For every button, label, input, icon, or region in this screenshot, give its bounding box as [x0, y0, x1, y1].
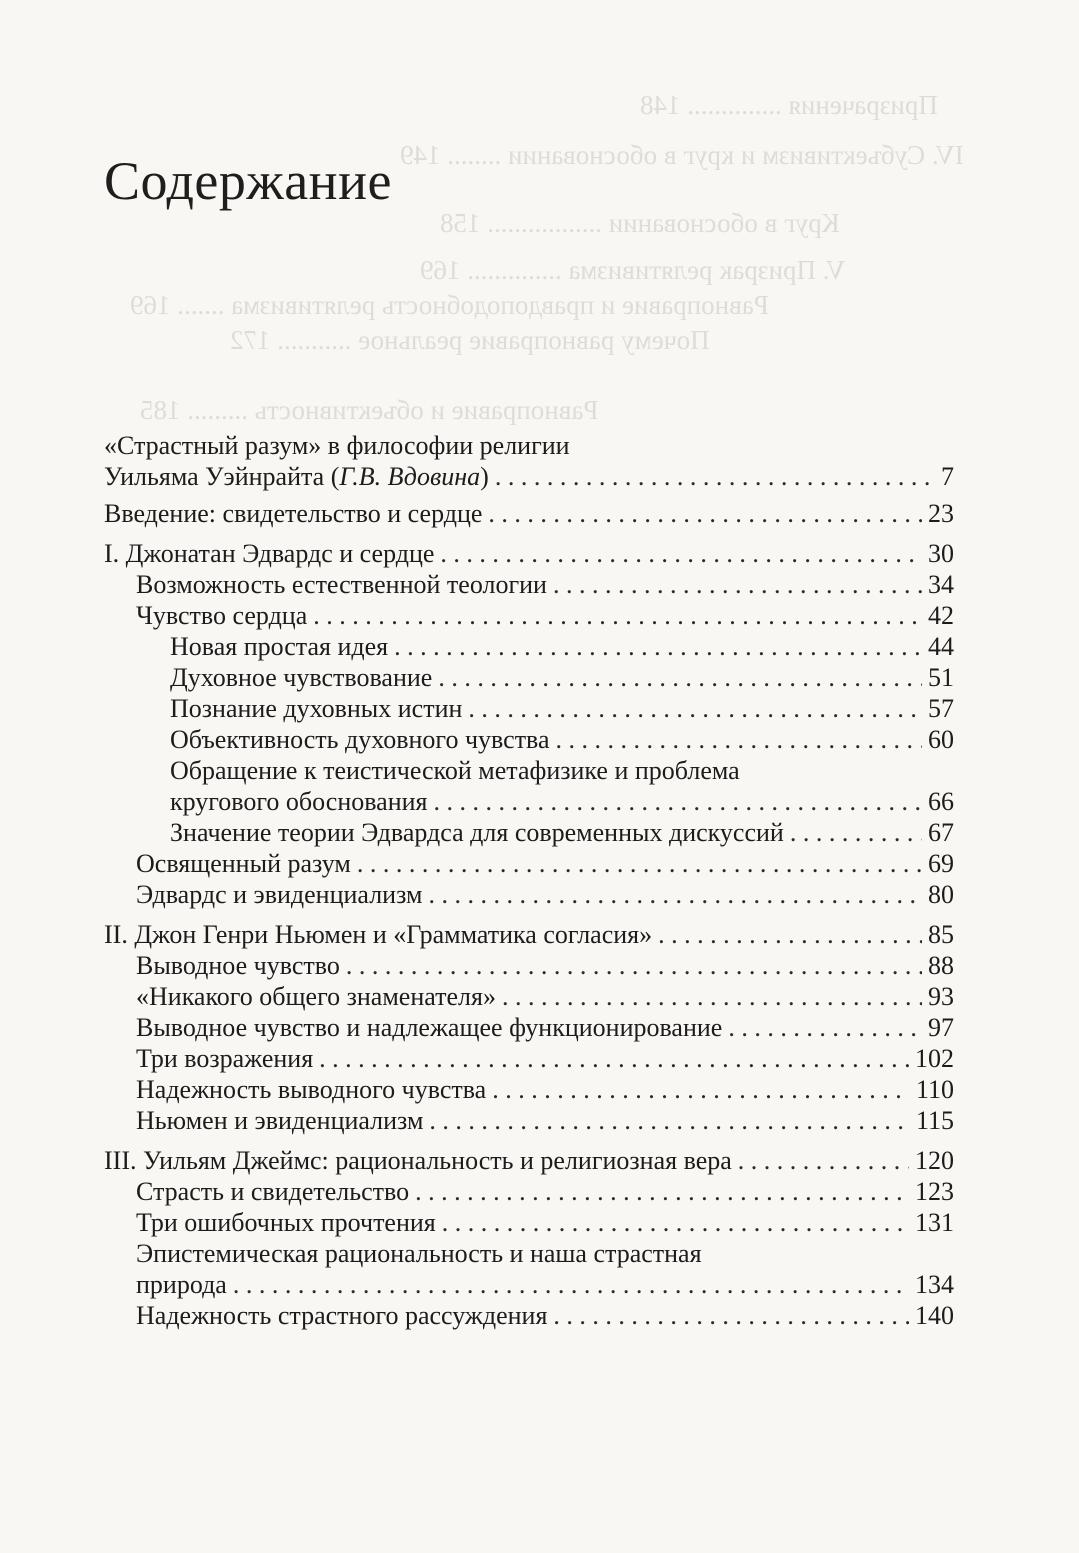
toc-entry-title: Три ошибочных прочтения — [136, 1208, 436, 1237]
toc-page-number: 120 — [915, 1146, 954, 1175]
toc-entry-title: Значение теории Эдвардса для современных дискуссий — [170, 818, 784, 847]
toc-entry-title-line: Обращение к теистической метафизике и проблема — [170, 756, 740, 785]
toc-entry — [104, 693, 954, 724]
toc-entry-title: Выводное чувство — [136, 951, 340, 980]
toc-page-number: 34 — [928, 570, 954, 599]
toc-entry — [104, 498, 954, 529]
toc-page-number: 140 — [915, 1301, 954, 1330]
toc-page-number: 123 — [915, 1177, 954, 1206]
toc-entry-title: Три возражения — [136, 1044, 314, 1073]
toc-page-number: 51 — [928, 663, 954, 692]
toc-entry-title: кругового обоснования — [170, 787, 428, 816]
toc-entry — [104, 919, 954, 950]
dot-leader — [488, 498, 922, 529]
toc-page-number: 30 — [928, 539, 954, 568]
toc-page-number: 134 — [915, 1270, 954, 1299]
toc-page-number: 69 — [928, 849, 954, 878]
dot-leader — [658, 919, 922, 950]
dot-leader — [440, 538, 922, 569]
toc-entry-title: Надежность выводного чувства — [136, 1075, 487, 1104]
dot-leader — [728, 1012, 922, 1043]
dot-leader — [492, 1074, 910, 1105]
table-of-contents — [104, 430, 954, 1331]
toc-page-number: 57 — [928, 694, 954, 723]
toc-entry — [104, 1012, 954, 1043]
toc-page-number: 102 — [915, 1044, 954, 1073]
toc-entry — [104, 1105, 954, 1136]
dot-leader — [442, 1207, 909, 1238]
toc-entry — [104, 981, 954, 1012]
toc-entry — [104, 662, 954, 693]
toc-entry-title: Ньюмен и эвиденциализм — [136, 1106, 424, 1135]
dot-leader — [394, 631, 922, 662]
toc-entry — [104, 950, 954, 981]
toc-page-number: 60 — [928, 725, 954, 754]
toc-entry-title: III. Уильям Джеймс: рациональность и религиозная вера — [104, 1146, 732, 1175]
toc-page-number: 88 — [928, 951, 954, 980]
dot-leader — [415, 1176, 909, 1207]
toc-page-number: 131 — [915, 1208, 954, 1237]
dot-leader — [429, 1105, 910, 1136]
dot-leader — [502, 981, 922, 1012]
toc-entry-author: Г.В. Вдовина — [339, 462, 481, 491]
toc-page-number: 42 — [928, 601, 954, 630]
toc-page-number: 110 — [915, 1075, 954, 1104]
toc-page-number: 97 — [928, 1013, 954, 1042]
dot-leader — [313, 600, 922, 631]
toc-entry — [104, 461, 954, 492]
toc-entry-title: Возможность естественной теологии — [136, 570, 547, 599]
toc-entry-title-part: ) — [480, 462, 489, 491]
toc-entry-title: «Никакого общего знаменателя» — [136, 982, 496, 1011]
page-title: Содержание — [104, 151, 392, 211]
toc-entry-title: Выводное чувство и надлежащее функционирование — [136, 1013, 723, 1042]
toc-entry-title-line: Эпистемическая рациональность и наша страстная — [136, 1239, 702, 1268]
toc-entry — [104, 600, 954, 631]
dot-leader — [357, 848, 922, 879]
toc-entry-title — [104, 461, 489, 492]
toc-page-number: 67 — [928, 818, 954, 847]
dot-leader — [553, 569, 922, 600]
toc-entry-title: Духовное чувствование — [170, 663, 433, 692]
toc-entry — [104, 1074, 954, 1105]
dot-leader — [790, 817, 922, 848]
toc-entry — [104, 848, 954, 879]
toc-page-number: 80 — [928, 880, 954, 909]
toc-entry — [104, 1269, 954, 1300]
toc-page-number: 7 — [941, 462, 954, 491]
dot-leader — [556, 724, 922, 755]
toc-page-number: 23 — [928, 499, 954, 528]
toc-entry — [104, 786, 954, 817]
toc-entry-title: Объективность духовного чувства — [170, 725, 550, 754]
dot-leader — [428, 879, 922, 910]
toc-entry — [104, 879, 954, 910]
toc-entry-title: II. Джон Генри Ньюмен и «Грамматика согласия» — [104, 920, 653, 949]
toc-entry-title: Познание духовных истин — [170, 694, 463, 723]
toc-entry-title: Введение: свидетельство и сердце — [104, 499, 483, 528]
dot-leader — [319, 1043, 909, 1074]
dot-leader — [738, 1145, 909, 1176]
toc-entry-title: Надежность страстного рассуждения — [136, 1301, 548, 1330]
dot-leader — [495, 461, 935, 492]
toc-entry — [104, 631, 954, 662]
toc-entry-title-line: «Страстный разум» в философии религии — [104, 431, 570, 460]
dot-leader — [553, 1300, 909, 1331]
toc-entry — [104, 817, 954, 848]
toc-entry-title: Чувство сердца — [136, 601, 308, 630]
toc-entry-title: Новая простая идея — [170, 632, 389, 661]
toc-entry — [104, 1300, 954, 1331]
toc-page-number: 66 — [928, 787, 954, 816]
toc-entry — [104, 538, 954, 569]
toc-entry-title: Эдвардс и эвиденциализм — [136, 880, 423, 909]
toc-entry-title: Освященный разум — [136, 849, 351, 878]
toc-entry-title: природа — [136, 1270, 227, 1299]
toc-entry — [104, 1043, 954, 1074]
toc-entry — [104, 724, 954, 755]
toc-entry — [104, 569, 954, 600]
toc-entry — [104, 1207, 954, 1238]
toc-page-number: 93 — [928, 982, 954, 1011]
toc-entry — [104, 1176, 954, 1207]
toc-entry-title: Страсть и свидетельство — [136, 1177, 410, 1206]
toc-page-number: 44 — [928, 632, 954, 661]
toc-entry-title: I. Джонатан Эдвардс и сердце — [104, 539, 435, 568]
dot-leader — [434, 786, 922, 817]
dot-leader — [233, 1269, 909, 1300]
dot-leader — [468, 693, 922, 724]
toc-entry — [104, 1145, 954, 1176]
show-through: Призрачения .............. 148 IV. Субъективизм и круг в обосновании ........ 149 Круг в обосновании ................. 158 V. Призрак релятивизма .............. 169 Равноправие и правдоподобность релятивизма ....... 169 Почему равноправие реальное ........... 172 Равноправие и объективность ......... 185 — [130, 90, 964, 425]
toc-page-number: 85 — [928, 920, 954, 949]
toc-entry-title-part: Уильяма Уэйнрайта ( — [104, 462, 340, 491]
toc-page-number: 115 — [915, 1106, 954, 1135]
dot-leader — [346, 950, 922, 981]
dot-leader — [438, 662, 922, 693]
